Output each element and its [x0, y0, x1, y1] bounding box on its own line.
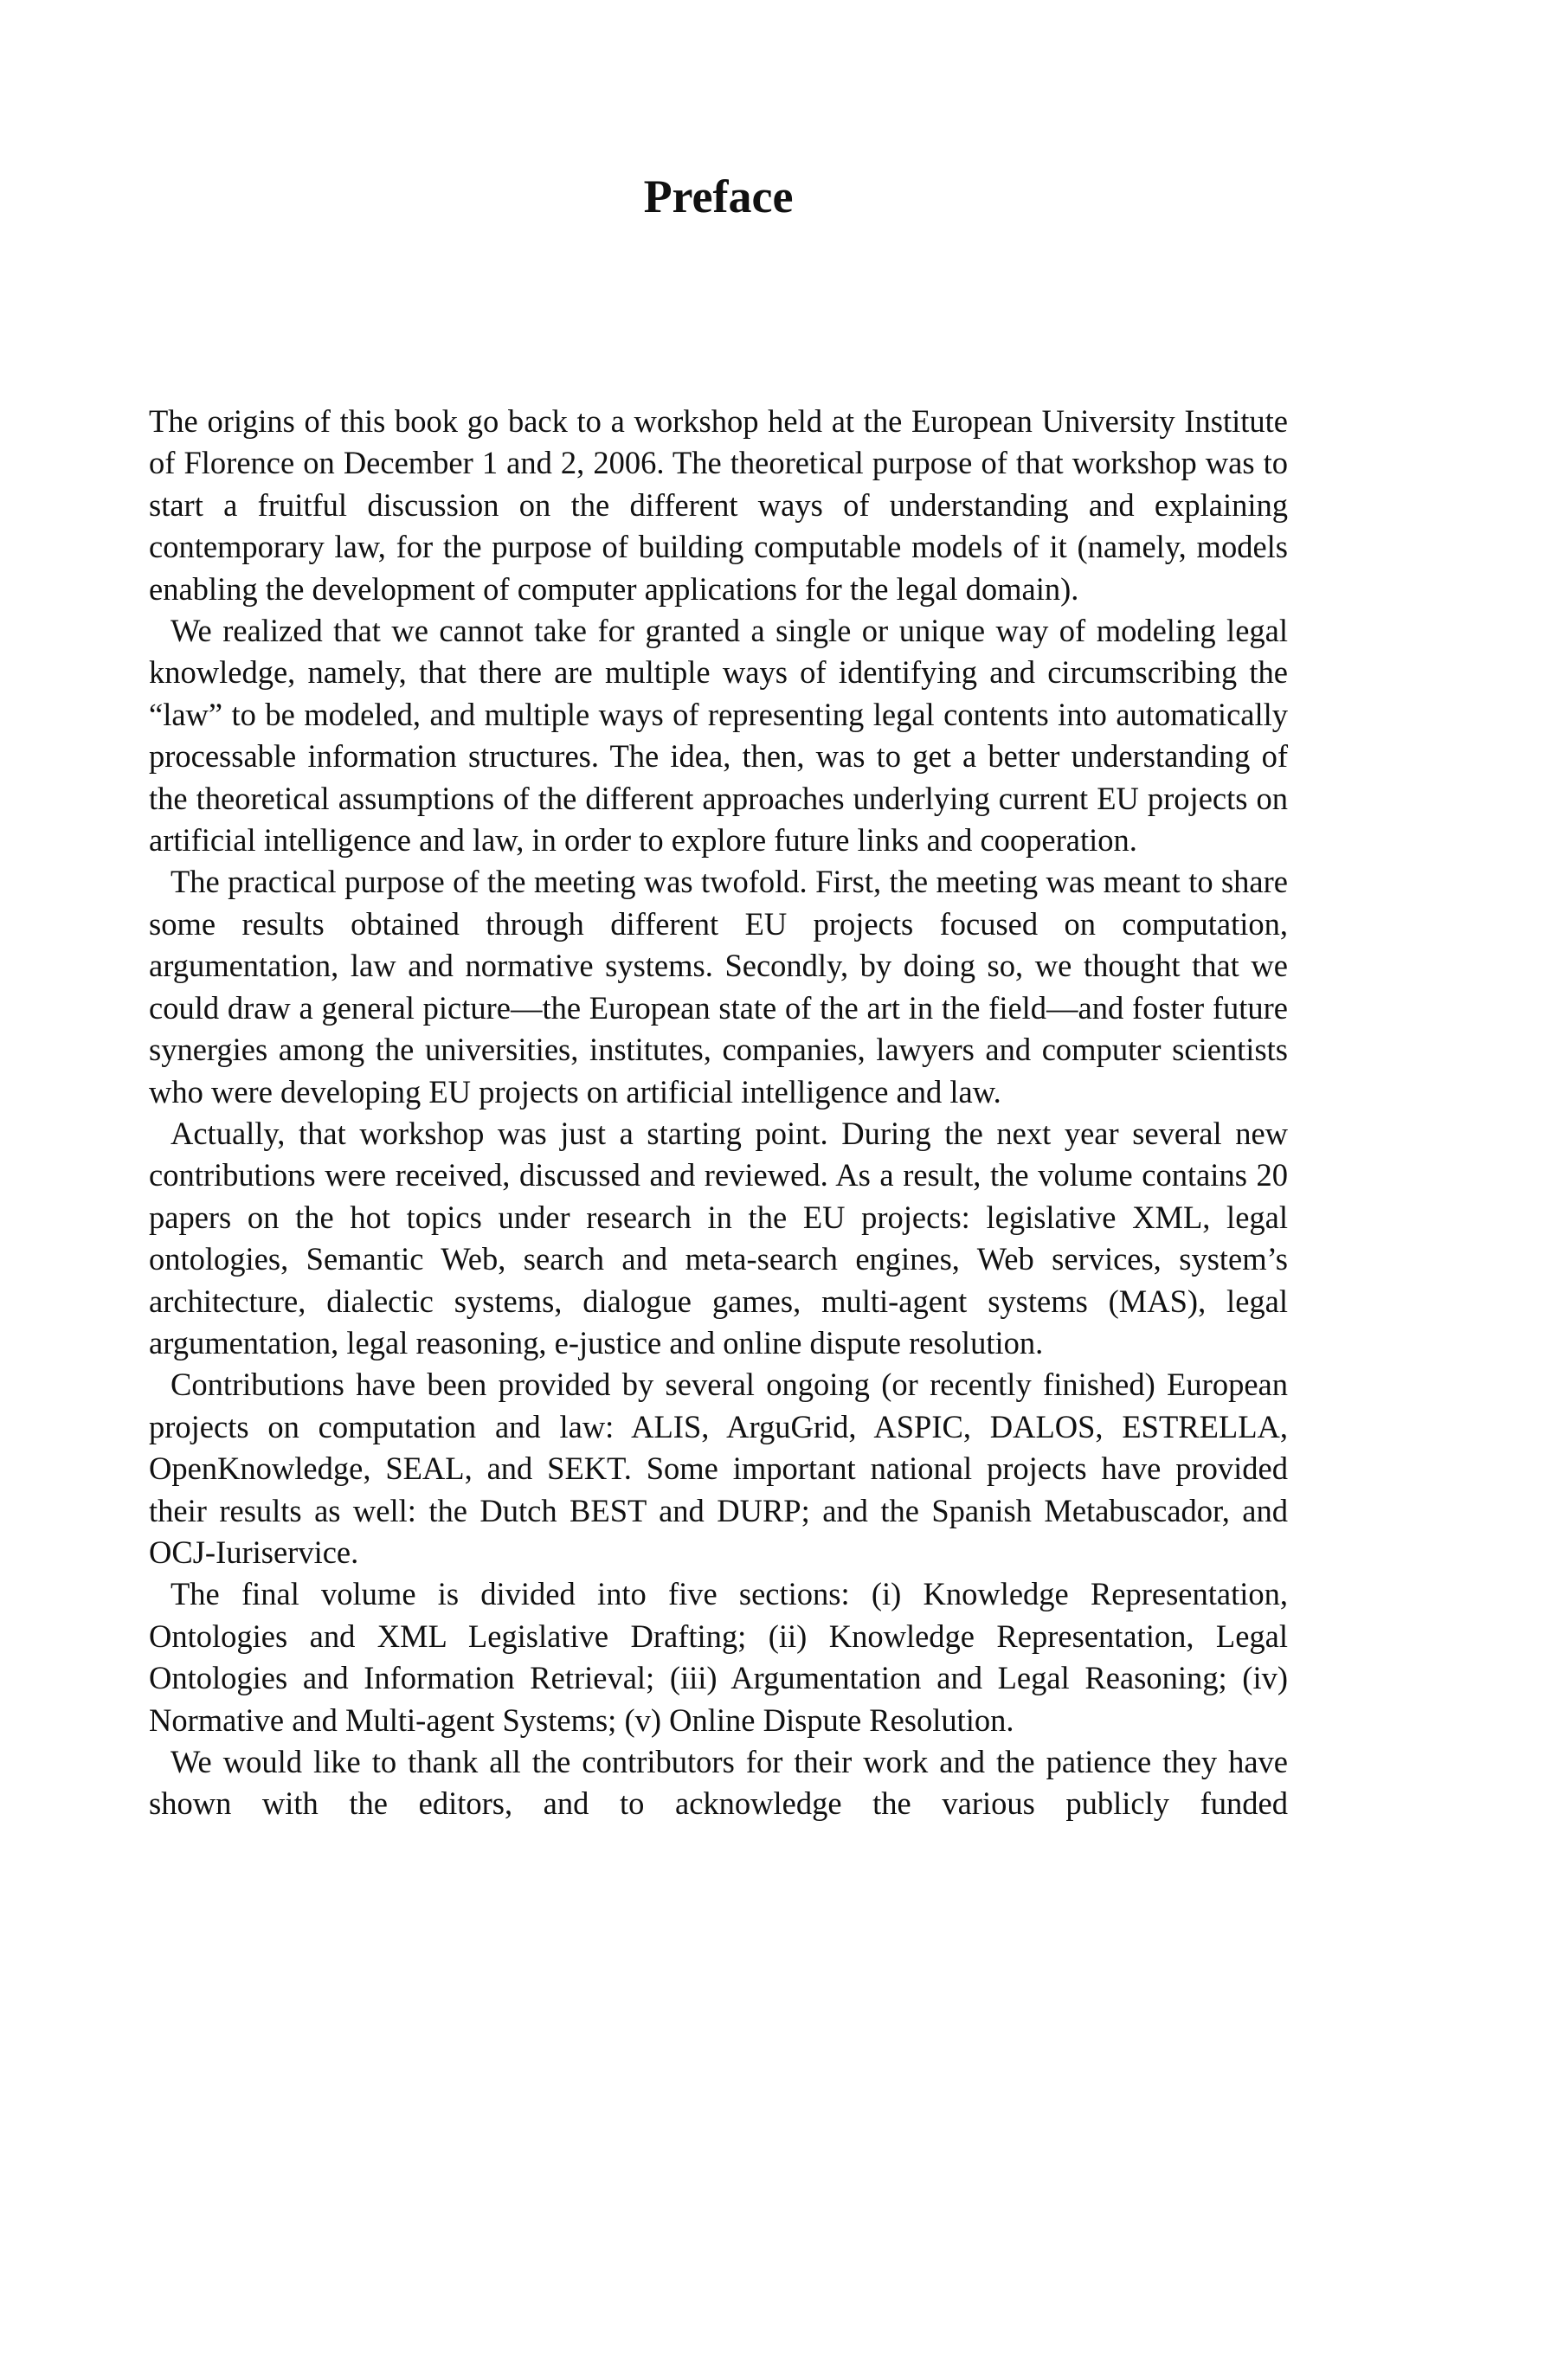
paragraph: We would like to thank all the contributors for their work and the patience they have shown with the editors, and to acknowledge the various publicly funded — [149, 1744, 1288, 1822]
paragraph: The origins of this book go back to a workshop held at the European University Institute of Florence on December 1 and 2, 2006. The theoretical purpose of that workshop was to start a fruitful discussion on the different ways of understanding and explaining contemporary law, for the purpose of building computable models of it (namely, models enabling the development of computer applications for the legal domain). — [149, 403, 1288, 607]
paragraph: Actually, that workshop was just a starting point. During the next year several new contributions were received, discussed and reviewed. As a result, the volume contains 20 papers on the hot topics under research in the EU projects: legislative XML, legal ontologies, Semantic Web, search and meta-search engines, Web services, system’s architecture, dialectic systems, dialogue games, multi-agent systems (MAS), legal argumentation, legal reasoning, e-justice and online dispute resolution. — [149, 1115, 1288, 1360]
paragraph: We realized that we cannot take for granted a single or unique way of modeling legal knowledge, namely, that there are multiple ways of identifying and circumscribing the “law” to be modeled, and multiple ways of representing legal contents into automatically processable information structures. The idea, then, was to get a better understanding of the theoretical assumptions of the different approaches underlying current EU projects on artificial intelligence and law, in order to explore future links and cooperation. — [149, 613, 1288, 859]
paragraph: Contributions have been provided by several ongoing (or recently finished) European projects on computation and law: ALIS, ArguGrid, ASPIC, DALOS, ESTRELLA, OpenKnowledge, SEAL, and SEKT. Some important national projects have provided their results as well: the Dutch BEST and DURP; and the Spanish Metabuscador, and OCJ-Iuriservice. — [149, 1367, 1288, 1570]
paragraph: The practical purpose of the meeting was twofold. First, the meeting was meant to share some results obtained through different EU projects focused on computation, argumentation, law and normative systems. Secondly, by doing so, we thought that we could draw a general picture—the European state of the art in the field—and foster future synergies among the universities, institutes, companies, lawyers and computer scientists who were developing EU projects on artificial intelligence and law. — [149, 864, 1288, 1110]
page-title: Preface — [643, 170, 794, 222]
body-text — [149, 401, 1288, 1825]
paragraph: The final volume is divided into five sections: (i) Knowledge Representation, Ontologies and XML Legislative Drafting; (ii) Knowledge Representation, Legal Ontologies and Information Retrieval; (iii) Argumentation and Legal Reasoning; (iv) Normative and Multi-agent Systems; (v) Online Dispute Resolution. — [149, 1576, 1288, 1738]
